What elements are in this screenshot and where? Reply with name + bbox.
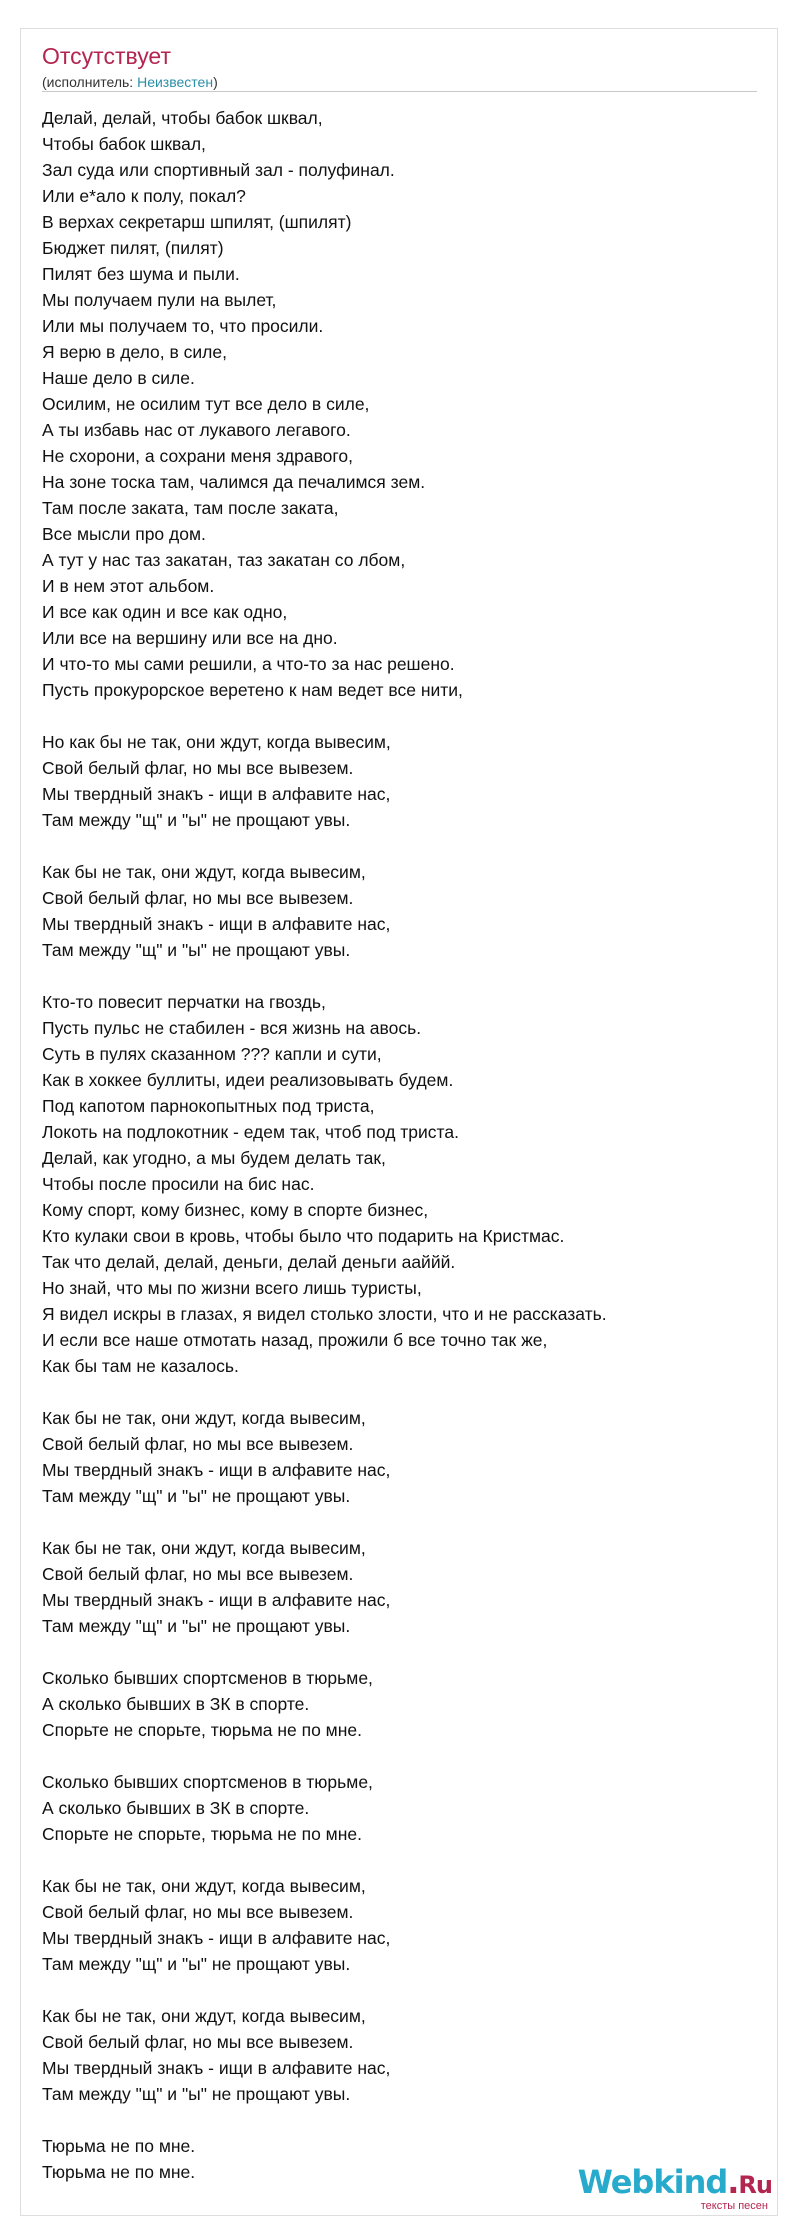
lyric-line: А тут у нас таз закатан, таз закатан со лбом, [42,550,406,570]
stanza-gap [42,2107,757,2133]
lyric-line: Мы получаем пули на вылет, [42,290,277,310]
lyric-line: Локоть на подлокотник - едем так, чтоб под триста. [42,1122,459,1142]
lyric-line: Свой белый флаг, но мы все вывезем. [42,1564,354,1584]
lyric-line: Там между "щ" и "ы" не прощают увы. [42,810,351,830]
logo-dot: . [727,2163,739,2201]
lyric-line: Там после заката, там после заката, [42,498,339,518]
lyric-line: Мы твердный знакъ - ищи в алфавите нас, [42,1460,391,1480]
logo-tld: Ru [738,2171,772,2199]
lyric-line: Бюджет пилят, (пилят) [42,238,224,258]
lyric-line: Сколько бывших спортсменов в тюрьме, [42,1668,373,1688]
stanza-gap [42,1379,757,1405]
stanza-gap [42,963,757,989]
lyrics-block [42,105,757,2185]
lyric-line: Делай, как угодно, а мы будем делать так, [42,1148,386,1168]
lyric-line: И в нем этот альбом. [42,576,215,596]
artist-line [42,73,218,91]
lyric-line: Как бы не так, они ждут, когда вывесим, [42,1538,366,1558]
lyric-line: Мы твердный знакъ - ищи в алфавите нас, [42,1928,391,1948]
lyric-line: Там между "щ" и "ы" не прощают увы. [42,1954,351,1974]
lyric-line: Я верю в дело, в силе, [42,342,227,362]
lyric-line: Под капотом парнокопытных под триста, [42,1096,375,1116]
artist-prefix: (исполнитель: [42,74,138,90]
lyric-line: Свой белый флаг, но мы все вывезем. [42,2032,354,2052]
lyric-line: Но знай, что мы по жизни всего лишь туристы, [42,1278,422,1298]
stanza-gap [42,1743,757,1769]
lyric-line: Как бы не так, они ждут, когда вывесим, [42,1876,366,1896]
lyric-line: Так что делай, делай, деньги, делай деньги ааййй. [42,1252,456,1272]
lyric-line: Или все на вершину или все на дно. [42,628,338,648]
lyric-line: Зал суда или спортивный зал - полуфинал. [42,160,395,180]
lyric-line: Тюрьма не по мне. [42,2162,196,2182]
stanza-gap [42,1639,757,1665]
lyric-line: На зоне тоска там, чалимся да печалимся зем. [42,472,426,492]
lyric-line: Осилим, не осилим тут все дело в силе, [42,394,370,414]
lyric-line: Как бы там не казалось. [42,1356,239,1376]
lyric-line: В верхах секретарш шпилят, (шпилят) [42,212,352,232]
lyric-line: Но как бы не так, они ждут, когда вывесим, [42,732,391,752]
lyric-line: Кто кулаки свои в кровь, чтобы было что подарить на Кристмас. [42,1226,565,1246]
lyric-line: И если все наше отмотать назад, прожили б все точно так же, [42,1330,548,1350]
lyric-line: Не схорони, а сохрани меня здравого, [42,446,354,466]
lyric-line: Мы твердный знакъ - ищи в алфавите нас, [42,2058,391,2078]
stanza-gap [42,1509,757,1535]
lyric-line: А сколько бывших в ЗК в спорте. [42,1694,310,1714]
site-logo[interactable] [572,2164,772,2214]
lyric-line: И все как один и все как одно, [42,602,288,622]
artist-link[interactable]: Неизвестен [137,74,214,90]
lyric-line: Чтобы бабок шквал, [42,134,206,154]
lyric-line: Свой белый флаг, но мы все вывезем. [42,758,354,778]
lyric-line: Пусть прокурорское веретено к нам ведет все нити, [42,680,463,700]
lyric-line: Кому спорт, кому бизнес, кому в спорте бизнес, [42,1200,429,1220]
lyric-line: Чтобы после просили на бис нас. [42,1174,315,1194]
lyric-line: Мы твердный знакъ - ищи в алфавите нас, [42,784,391,804]
lyric-line: Делай, делай, чтобы бабок шквал, [42,108,323,128]
stanza-gap [42,703,757,729]
lyric-line: Наше дело в силе. [42,368,195,388]
lyric-line: Спорьте не спорьте, тюрьма не по мне. [42,1824,362,1844]
lyric-line: Или е*ало к полу, покал? [42,186,246,206]
lyric-line: А ты избавь нас от лукавого легавого. [42,420,351,440]
lyric-line: Там между "щ" и "ы" не прощают увы. [42,1486,351,1506]
lyric-line: Свой белый флаг, но мы все вывезем. [42,1434,354,1454]
lyric-line: Или мы получаем то, что просили. [42,316,324,336]
lyric-line: Как бы не так, они ждут, когда вывесим, [42,2006,366,2026]
artist-suffix: ) [213,74,218,90]
lyric-line: Пусть пульс не стабилен - вся жизнь на авось. [42,1018,422,1038]
lyric-line: А сколько бывших в ЗК в спорте. [42,1798,310,1818]
lyric-line: Я видел искры в глазах, я видел столько злости, что и не рассказать. [42,1304,607,1324]
lyric-line: Все мысли про дом. [42,524,206,544]
lyric-line: И что-то мы сами решили, а что-то за нас решено. [42,654,455,674]
lyric-line: Сколько бывших спортсменов в тюрьме, [42,1772,373,1792]
stanza-gap [42,1977,757,2003]
lyric-line: Там между "щ" и "ы" не прощают увы. [42,1616,351,1636]
logo-wordmark [578,2164,772,2203]
lyric-line: Мы твердный знакъ - ищи в алфавите нас, [42,914,391,934]
lyric-line: Свой белый флаг, но мы все вывезем. [42,1902,354,1922]
lyric-line: Там между "щ" и "ы" не прощают увы. [42,940,351,960]
stanza-gap [42,1847,757,1873]
logo-name: Webkind [577,2163,728,2201]
lyric-line: Спорьте не спорьте, тюрьма не по мне. [42,1720,362,1740]
lyric-line: Пилят без шума и пыли. [42,264,240,284]
lyric-line: Тюрьма не по мне. [42,2136,196,2156]
lyric-line: Мы твердный знакъ - ищи в алфавите нас, [42,1590,391,1610]
lyric-line: Свой белый флаг, но мы все вывезем. [42,888,354,908]
lyric-line: Как бы не так, они ждут, когда вывесим, [42,1408,366,1428]
logo-tagline: тексты песен [700,2200,768,2212]
song-title: Отсутствует [42,43,171,69]
title-divider [42,91,757,92]
stanza-gap [42,833,757,859]
lyric-line: Там между "щ" и "ы" не прощают увы. [42,2084,351,2104]
lyric-line: Как в хоккее буллиты, идеи реализовывать будем. [42,1070,454,1090]
lyric-line: Как бы не так, они ждут, когда вывесим, [42,862,366,882]
lyric-line: Суть в пулях сказанном ??? капли и сути, [42,1044,382,1064]
lyric-line: Кто-то повесит перчатки на гвоздь, [42,992,326,1012]
